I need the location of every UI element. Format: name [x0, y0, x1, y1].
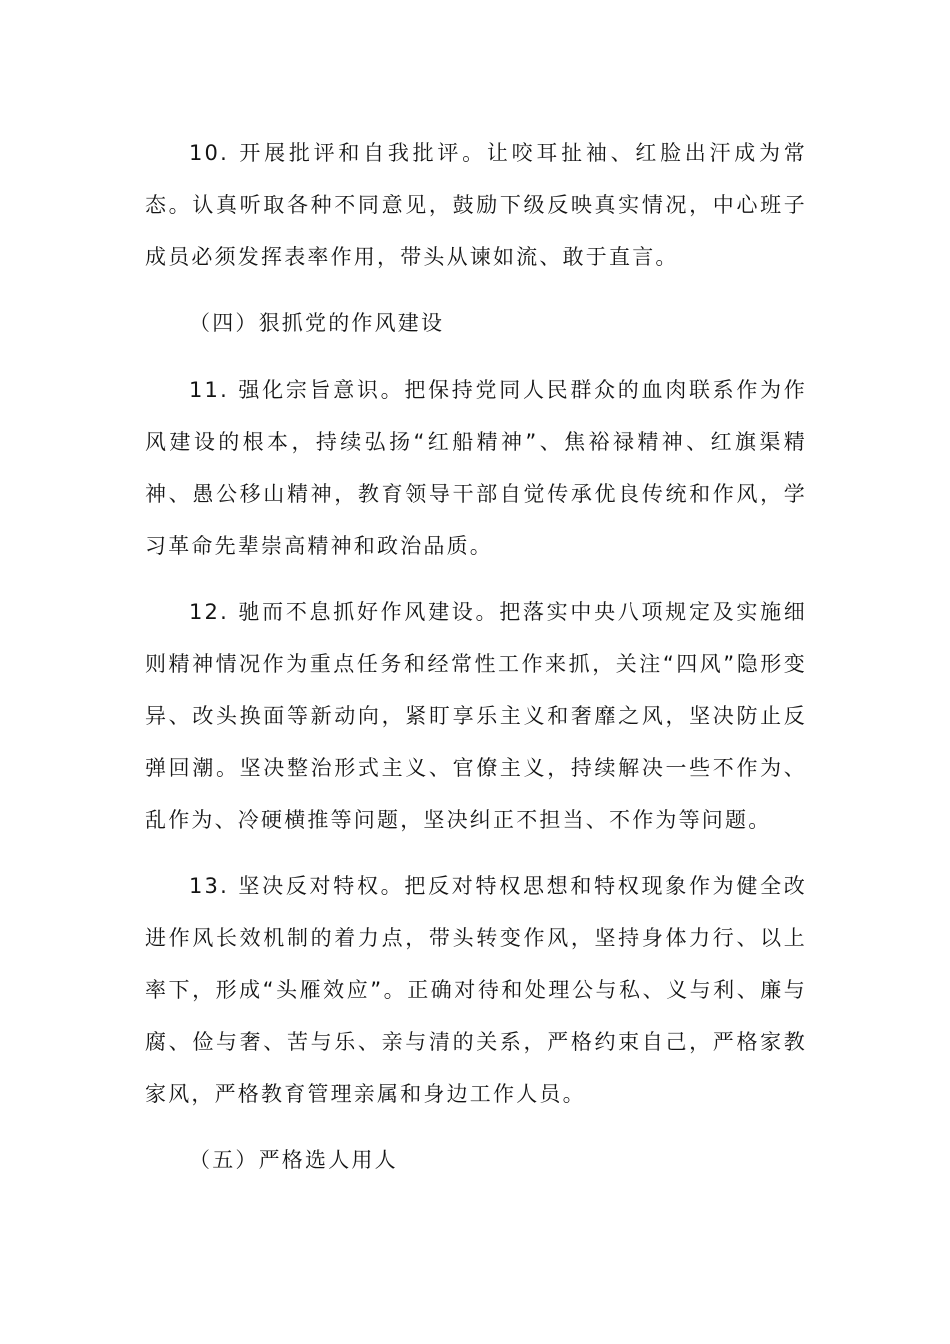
- document-body: [145, 128, 807, 1202]
- section-heading-4: （四）狠抓党的作风建设: [189, 311, 445, 336]
- section-heading-5: （五）严格选人用人: [189, 1148, 398, 1173]
- paragraph-item-13: 13. 坚决反对特权。把反对特权思想和特权现象作为健全改进作风长效机制的着力点，带头转变作风，坚持身体力行、以上率下，形成“头雁效应”。正确对待和处理公与私、义与利、廉与腐、俭与奢、苦与乐、亲与清的关系，严格约束自己，严格家教家风，严格教育管理亲属和身边工作人员。: [145, 874, 807, 1106]
- paragraph-item-12: 12. 驰而不息抓好作风建设。把落实中央八项规定及实施细则精神情况作为重点任务和经常性工作来抓，关注“四风”隐形变异、改头换面等新动向，紧盯享乐主义和奢靡之风，坚决防止反弹回潮。坚决整治形式主义、官僚主义，持续解决一些不作为、乱作为、冷硬横推等问题，坚决纠正不担当、不作为等问题。: [145, 600, 807, 832]
- paragraph-item-10: 10. 开展批评和自我批评。让咬耳扯袖、红脸出汗成为常态。认真听取各种不同意见，鼓励下级反映真实情况，中心班子成员必须发挥表率作用，带头从谏如流、敢于直言。: [145, 141, 807, 269]
- paragraph-item-11: 11. 强化宗旨意识。把保持党同人民群众的血肉联系作为作风建设的根本，持续弘扬“红船精神”、焦裕禄精神、红旗渠精神、愚公移山精神，教育领导干部自觉传承优良传统和作风，学习革命先辈崇高精神和政治品质。: [145, 378, 807, 558]
